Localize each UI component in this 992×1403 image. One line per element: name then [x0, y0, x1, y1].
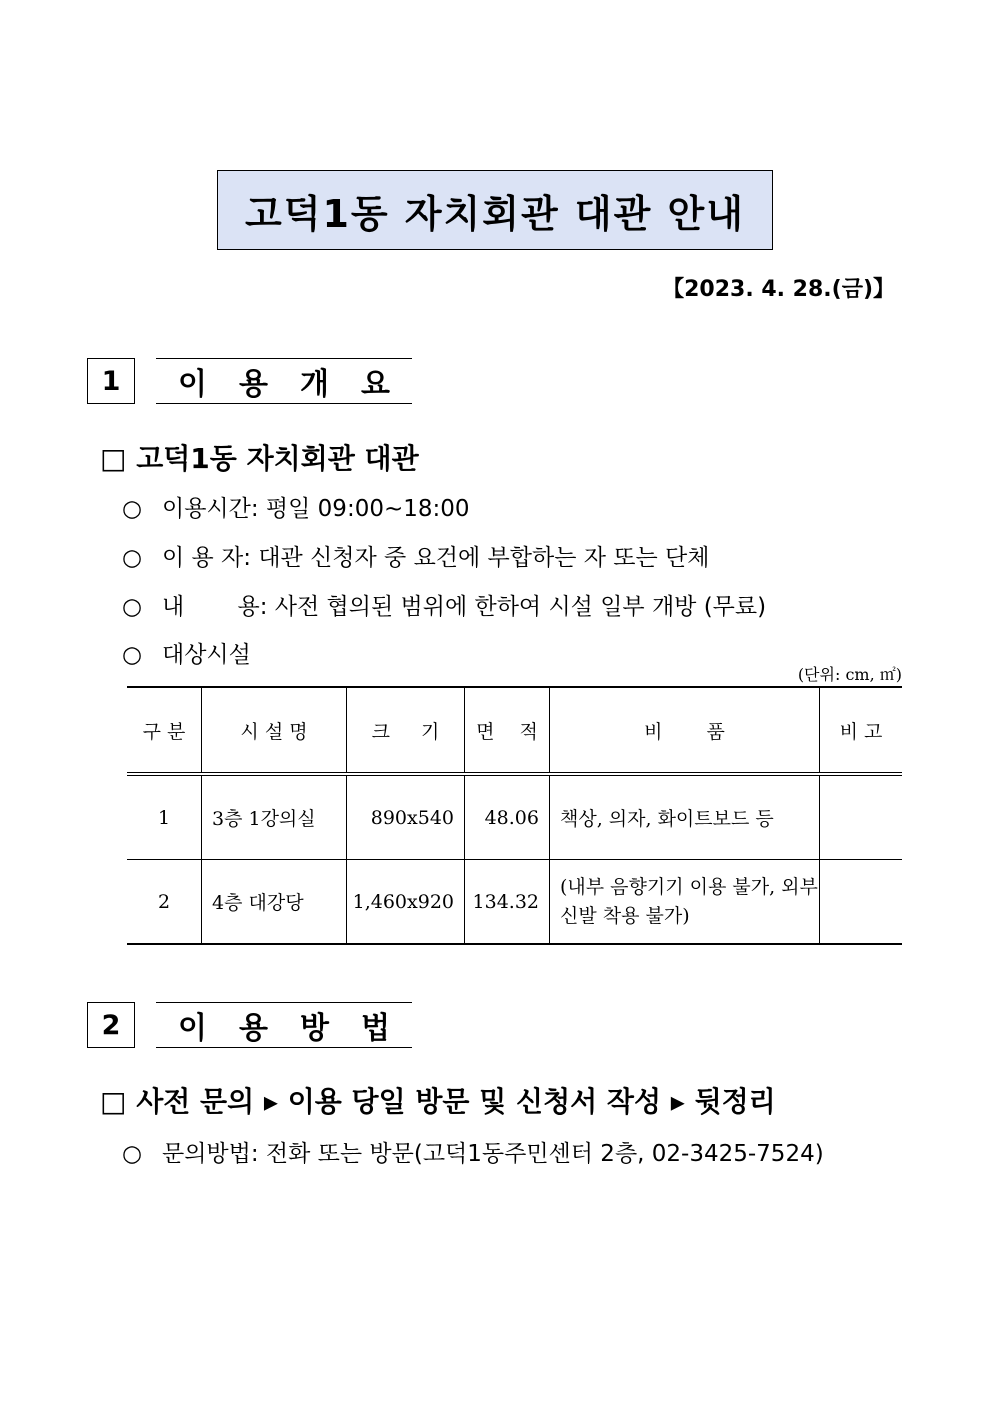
circle-bullet-icon: ○ — [122, 545, 143, 571]
bullet-text: 문의방법: 전화 또는 방문(고덕1동주민센터 2층, 02-3425-7524) — [162, 1141, 824, 1167]
cell-facility: 4층 대강당 — [202, 860, 347, 945]
facility-table — [127, 686, 902, 945]
cell-size: 1,460x920 — [347, 860, 465, 945]
section-2-number: 2 — [87, 1002, 135, 1048]
cell-area: 134.32 — [465, 860, 550, 945]
bullet-text: 내 용: 사전 협의된 범위에 한하여 시설 일부 개방 (무료) — [162, 594, 767, 620]
header-equipment: 비 품 — [550, 687, 820, 774]
cell-size: 890x540 — [347, 774, 465, 860]
circle-bullet-icon: ○ — [122, 642, 143, 668]
circle-bullet-icon: ○ — [122, 594, 143, 620]
section-1-heading: □ 고덕1동 자치회관 대관 — [100, 442, 419, 475]
section-2-heading: □ 사전 문의 ▸ 이용 당일 방문 및 신청서 작성 ▸ 뒷정리 — [100, 1085, 776, 1118]
bullet-text: 이 용 자: 대관 신청자 중 요건에 부합하는 자 또는 단체 — [162, 545, 710, 571]
section-2-title-char: 방 — [300, 1011, 329, 1046]
cell-note — [820, 860, 903, 945]
section-1-title-char: 개 — [300, 367, 329, 402]
section-1-title-char: 요 — [361, 367, 390, 402]
section-1-title-char: 이 — [178, 367, 207, 402]
document-title: 고덕1동 자치회관 대관 안내 — [217, 170, 773, 250]
table-unit-note: (단위: cm, ㎡) — [797, 665, 902, 684]
bullet-text: 대상시설 — [162, 642, 251, 668]
bullet-usage-time — [122, 490, 470, 523]
section-1-number: 1 — [87, 358, 135, 404]
section-2-title — [156, 1002, 412, 1048]
bullet-facilities — [122, 636, 251, 669]
bullet-content — [122, 588, 766, 621]
cell-note — [820, 774, 903, 860]
header-size: 크 기 — [347, 687, 465, 774]
bullet-text: 이용시간: 평일 09:00~18:00 — [162, 496, 470, 522]
cell-no: 1 — [127, 774, 202, 860]
cell-equipment: (내부 음향기기 이용 불가, 외부 신발 착용 불가) — [550, 860, 820, 945]
table-header-row — [127, 687, 902, 774]
header-facility: 시 설 명 — [202, 687, 347, 774]
header-note: 비 고 — [820, 687, 903, 774]
table-row — [127, 860, 902, 945]
circle-bullet-icon: ○ — [122, 1141, 143, 1167]
circle-bullet-icon: ○ — [122, 496, 143, 522]
cell-no: 2 — [127, 860, 202, 945]
section-2-title-char: 법 — [361, 1011, 390, 1046]
section-2-title-char: 용 — [239, 1011, 268, 1046]
section-1-title-char: 용 — [239, 367, 268, 402]
section-1-title — [156, 358, 412, 404]
section-2-title-char: 이 — [178, 1011, 207, 1046]
cell-equipment: 책상, 의자, 화이트보드 등 — [550, 774, 820, 860]
cell-facility: 3층 1강의실 — [202, 774, 347, 860]
table-row — [127, 774, 902, 860]
bullet-inquiry-method — [122, 1135, 824, 1168]
bullet-users — [122, 539, 709, 572]
document-date: 【2023. 4. 28.(금)】 — [662, 277, 895, 302]
header-no: 구 분 — [127, 687, 202, 774]
header-area: 면 적 — [465, 687, 550, 774]
cell-area: 48.06 — [465, 774, 550, 860]
